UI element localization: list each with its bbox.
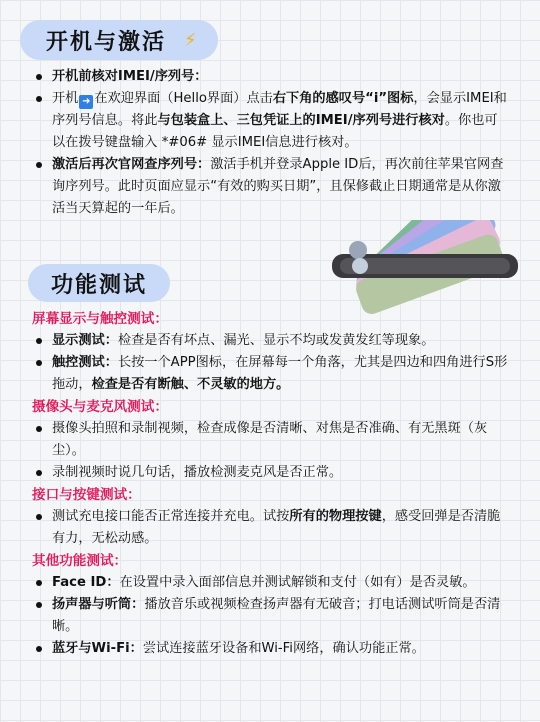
lightning-icon: ⚡ xyxy=(184,29,199,51)
item-text: 激活手机并登录Apple ID后，再次前往苹果官网查询序列号。此时页面应显示“有效的购买日期”，且保修截止日期通常是从你激活当天算起的一年后。 xyxy=(52,157,504,216)
group-heading: 接口与按键测试： xyxy=(32,487,141,503)
item-heading: 触控测试： xyxy=(52,355,118,370)
section-title-text: 开机与激活 xyxy=(46,28,167,55)
list-item xyxy=(34,352,510,396)
item-text: 播放音乐或视频检查扬声器有无破音；打电话测试听筒是否清晰。 xyxy=(52,597,501,634)
item-text: 在设置中录入面部信息并测试解锁和支付（如有）是否灵敏。 xyxy=(119,575,476,590)
item-text: 摄像头拍照和录制视频，检查成像是否清晰、对焦是否准确、有无黑斑（灰尘）。 xyxy=(52,421,488,458)
item-emphasis: 与包装盒上、三包凭证上的IMEI/序列号进行核对 xyxy=(157,113,445,128)
list-item xyxy=(34,154,510,220)
list-item xyxy=(34,506,510,550)
item-text: 。你也可以在拨号键盘输入 *#06# 显示IMEI信息进行核对。 xyxy=(52,113,498,150)
item-heading: 蓝牙与Wi-Fi： xyxy=(52,641,143,656)
power-on-section xyxy=(34,66,510,220)
item-emphasis: 检查是否有断触、不灵敏的地方。 xyxy=(91,377,290,392)
item-heading: 开机前核对IMEI/序列号： xyxy=(52,69,208,84)
list-item xyxy=(34,66,510,88)
iphone-colors-illustration xyxy=(330,220,520,320)
list-item xyxy=(34,594,510,638)
list-item xyxy=(34,638,510,660)
item-heading: 显示测试： xyxy=(52,333,118,348)
list-item xyxy=(34,462,510,484)
group-heading: 其他功能测试： xyxy=(32,553,128,569)
section-title-power-on xyxy=(20,20,218,60)
item-heading: 激活后再次官网查序列号： xyxy=(52,157,211,172)
item-emphasis: 右下角的感叹号“i”图标 xyxy=(272,91,414,106)
list-item xyxy=(34,418,510,462)
item-text: 开机 xyxy=(52,91,79,106)
list-item xyxy=(34,88,510,154)
section-title-text: 功能测试 xyxy=(50,271,147,298)
item-text: 测试充电接口能否正常连接并充电。试按 xyxy=(52,509,290,524)
item-text: 尝试连接蓝牙设备和Wi-Fi网络，确认功能正常。 xyxy=(142,641,425,656)
item-text: ，感受回弹是否清脆有力，无松动感。 xyxy=(52,509,501,546)
item-text: 长按一个APP图标，在屏幕每一个角落，尤其是四边和四角进行S形拖动， xyxy=(52,355,508,392)
group-heading: 屏幕显示与触控测试： xyxy=(32,311,168,327)
list-item xyxy=(34,330,510,352)
item-text: 在欢迎界面（Hello界面）点击 xyxy=(94,91,273,106)
item-text: 录制视频时说几句话，播放检测麦克风是否正常。 xyxy=(52,465,343,480)
function-test-section xyxy=(34,308,510,660)
group-heading: 摄像头与麦克风测试： xyxy=(32,399,168,415)
item-heading: Face ID： xyxy=(52,575,120,590)
item-emphasis: 所有的物理按键 xyxy=(289,509,382,524)
list-item xyxy=(34,572,510,594)
item-heading: 扬声器与听筒： xyxy=(52,597,145,612)
right-arrow-icon: ➜ xyxy=(79,95,93,109)
section-title-function-test xyxy=(28,264,170,302)
item-text: ，会显示IMEI和序列号信息。将此 xyxy=(52,91,507,128)
item-text: 检查是否有坏点、漏光、显示不均或发黄发红等现象。 xyxy=(117,333,435,348)
